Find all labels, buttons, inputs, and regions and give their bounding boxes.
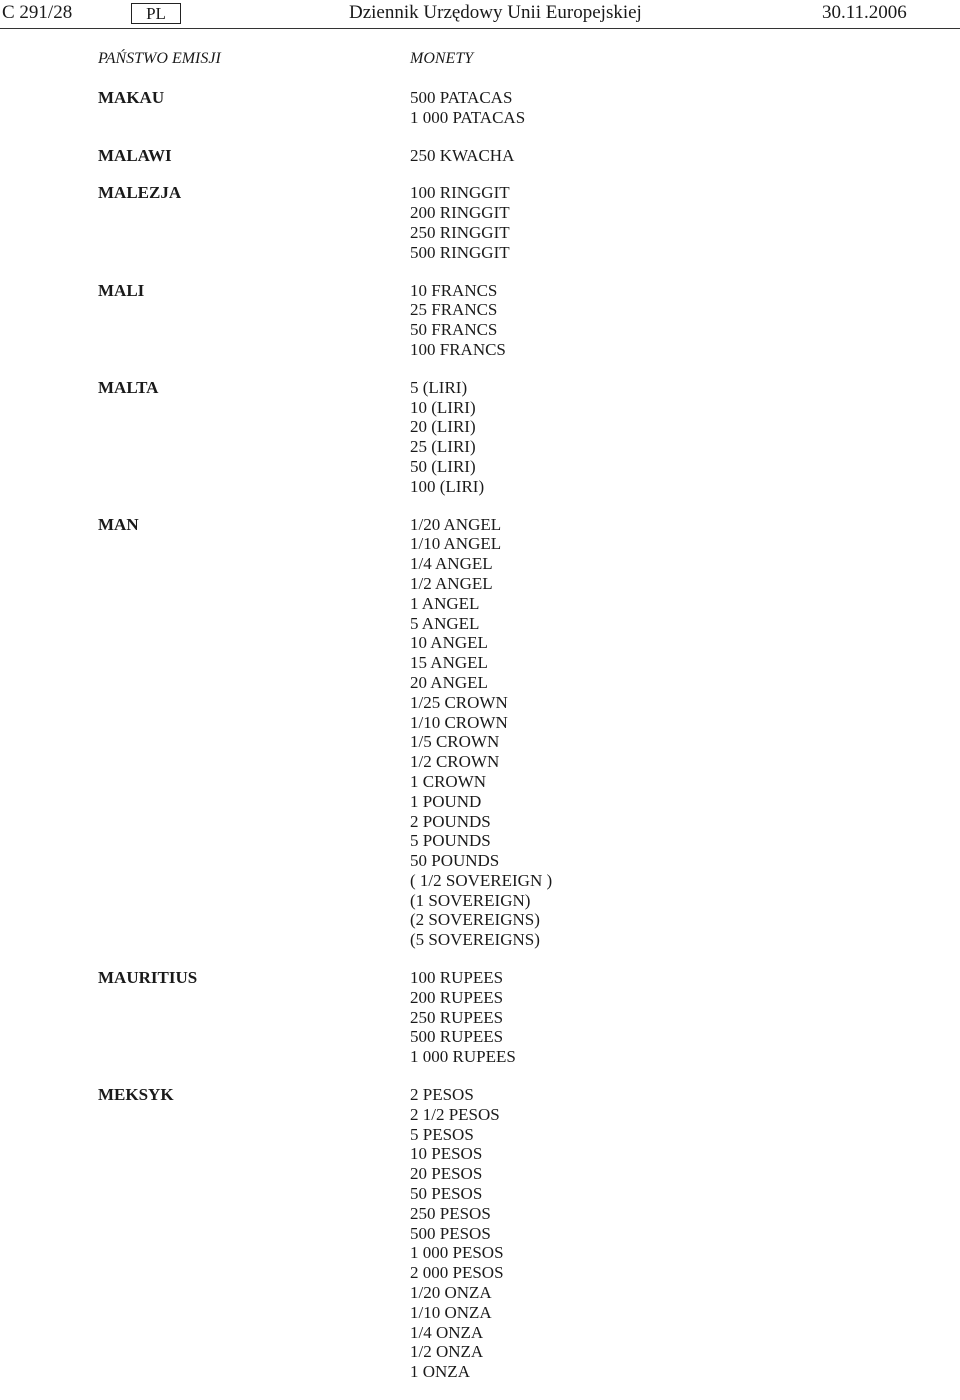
column-heading-coins: MONETY bbox=[410, 50, 474, 67]
publication-date: 30.11.2006 bbox=[822, 2, 907, 23]
coin-item: 1/25 CROWN bbox=[410, 692, 508, 712]
country-name: MALAWI bbox=[98, 145, 172, 165]
coin-item: 10 PESOS bbox=[410, 1144, 483, 1164]
coin-item: 1/4 ANGEL bbox=[410, 554, 493, 574]
coin-item: 200 RINGGIT bbox=[410, 203, 510, 223]
column-heading-state: PAŃSTWO EMISJI bbox=[98, 50, 221, 67]
coin-item: 500 RINGGIT bbox=[410, 242, 510, 262]
coin-item: 250 KWACHA bbox=[410, 145, 515, 165]
table-row bbox=[0, 146, 960, 166]
coin-item: 1/10 ANGEL bbox=[410, 534, 502, 554]
coin-item: 1 CROWN bbox=[410, 771, 487, 791]
journal-reference: C 291/28 bbox=[2, 2, 73, 23]
coin-item: 10 (LIRI) bbox=[410, 397, 476, 417]
coin-item: 1 POUND bbox=[410, 791, 482, 811]
coin-item: 1/2 ANGEL bbox=[410, 573, 493, 593]
coin-item: 2 1/2 PESOS bbox=[410, 1104, 500, 1124]
country-name: MEKSYK bbox=[98, 1085, 174, 1105]
table-row bbox=[0, 1085, 960, 1382]
table-row bbox=[0, 968, 960, 1067]
coin-item: 1 ONZA bbox=[410, 1362, 470, 1382]
coin-list bbox=[410, 281, 506, 360]
coin-item: 20 PESOS bbox=[410, 1164, 483, 1184]
coin-item: 5 POUNDS bbox=[410, 831, 491, 851]
coin-item: 1/4 ONZA bbox=[410, 1322, 484, 1342]
coin-item: 2 POUNDS bbox=[410, 811, 491, 831]
table-row bbox=[0, 183, 960, 262]
journal-title: Dziennik Urzędowy Unii Europejskiej bbox=[349, 2, 642, 23]
coin-item: 250 RUPEES bbox=[410, 1007, 504, 1027]
table-row bbox=[0, 88, 960, 128]
coin-item: 1 000 PATACAS bbox=[410, 107, 526, 127]
table-row bbox=[0, 281, 960, 360]
coin-item: 1 ANGEL bbox=[410, 593, 480, 613]
coin-item: 50 FRANCS bbox=[410, 320, 498, 340]
coin-list bbox=[410, 183, 510, 262]
coin-item: 1/10 CROWN bbox=[410, 712, 508, 732]
coin-item: 500 RUPEES bbox=[410, 1027, 504, 1047]
coin-list bbox=[410, 146, 514, 166]
coin-item: 100 RINGGIT bbox=[410, 183, 510, 203]
country-name: MAN bbox=[98, 514, 139, 534]
coin-item: 5 ANGEL bbox=[410, 613, 480, 633]
coin-item: 5 (LIRI) bbox=[410, 377, 468, 397]
coin-item: 1/10 ONZA bbox=[410, 1302, 492, 1322]
coin-item: 1/5 CROWN bbox=[410, 732, 500, 752]
coin-list bbox=[410, 378, 484, 497]
coin-item: (2 SOVEREIGNS) bbox=[410, 910, 540, 930]
coin-item: 1 000 PESOS bbox=[410, 1243, 504, 1263]
coin-list bbox=[410, 515, 552, 951]
coin-item: 50 POUNDS bbox=[410, 851, 500, 871]
coin-item: 1 000 RUPEES bbox=[410, 1047, 516, 1067]
coin-item: 1/20 ONZA bbox=[410, 1283, 492, 1303]
coin-item: 50 (LIRI) bbox=[410, 456, 476, 476]
table-row bbox=[0, 378, 960, 497]
coin-item: 2 000 PESOS bbox=[410, 1263, 504, 1283]
country-name: MALEZJA bbox=[98, 183, 182, 203]
coin-item: 1/2 ONZA bbox=[410, 1342, 484, 1362]
country-name: MALI bbox=[98, 280, 145, 300]
country-name: MAKAU bbox=[98, 88, 165, 107]
coin-item: 100 FRANCS bbox=[410, 339, 506, 359]
coin-item: 10 FRANCS bbox=[410, 280, 498, 300]
coin-item: 25 (LIRI) bbox=[410, 437, 476, 457]
coin-item: 10 ANGEL bbox=[410, 633, 488, 653]
column-headings bbox=[0, 49, 960, 71]
coin-item: 1/2 CROWN bbox=[410, 752, 500, 772]
coin-item: 500 PESOS bbox=[410, 1223, 491, 1243]
coin-item: 100 RUPEES bbox=[410, 968, 504, 988]
coin-item: 500 PATACAS bbox=[410, 88, 513, 107]
page-header bbox=[0, 0, 960, 29]
coin-item: 20 ANGEL bbox=[410, 672, 488, 692]
coin-item: 2 PESOS bbox=[410, 1085, 474, 1105]
coin-item: 15 ANGEL bbox=[410, 653, 488, 673]
coin-item: (1 SOVEREIGN) bbox=[410, 890, 531, 910]
country-name: MALTA bbox=[98, 377, 159, 397]
country-name: MAURITIUS bbox=[98, 968, 198, 988]
language-badge: PL bbox=[131, 3, 181, 24]
coin-item: 1/20 ANGEL bbox=[410, 514, 502, 534]
coin-list bbox=[410, 968, 516, 1067]
coin-list bbox=[410, 88, 525, 128]
coin-item: 200 RUPEES bbox=[410, 987, 504, 1007]
coin-table bbox=[0, 88, 960, 1400]
coin-item: (5 SOVEREIGNS) bbox=[410, 930, 540, 950]
coin-list bbox=[410, 1085, 504, 1382]
coin-item: 25 FRANCS bbox=[410, 300, 498, 320]
coin-item: 5 PESOS bbox=[410, 1124, 474, 1144]
coin-item: 250 PESOS bbox=[410, 1203, 491, 1223]
coin-item: ( 1/2 SOVEREIGN ) bbox=[410, 870, 553, 890]
table-row bbox=[0, 515, 960, 951]
coin-item: 20 (LIRI) bbox=[410, 417, 476, 437]
coin-item: 50 PESOS bbox=[410, 1184, 483, 1204]
coin-item: 100 (LIRI) bbox=[410, 476, 485, 496]
coin-item: 250 RINGGIT bbox=[410, 222, 510, 242]
